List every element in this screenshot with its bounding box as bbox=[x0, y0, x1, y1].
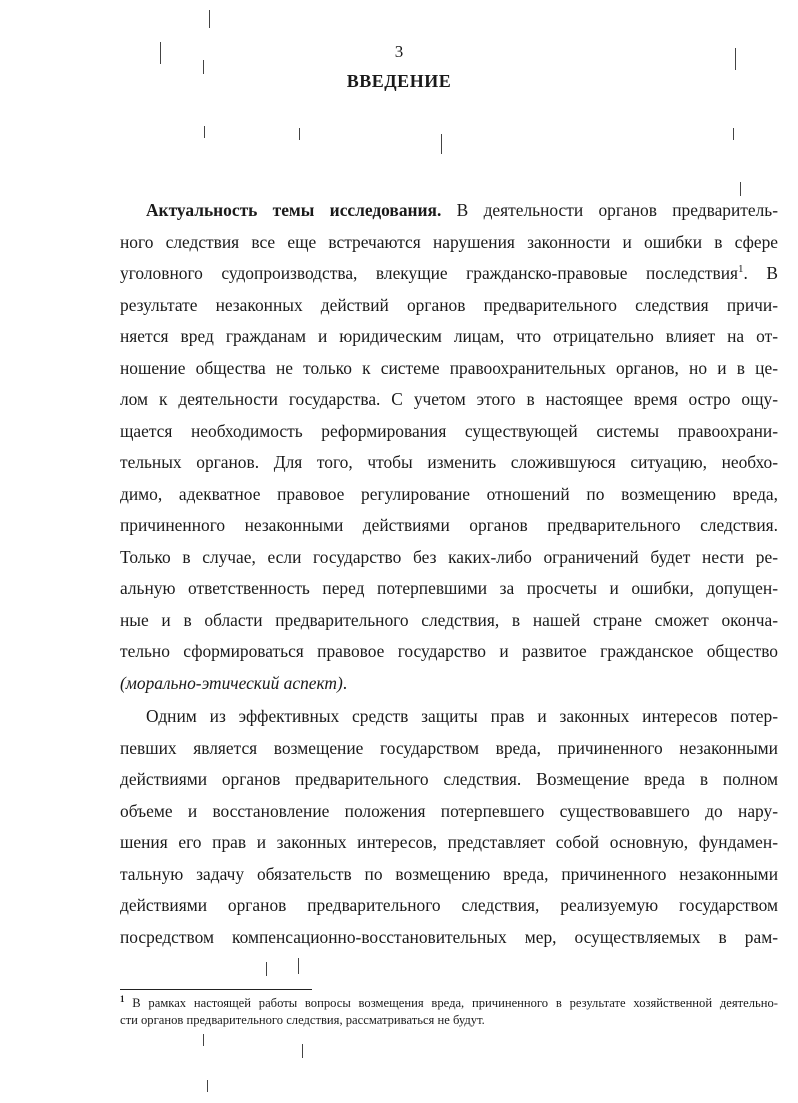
text-line: ные и в области предварительного следствия, в нашей стране сможет оконча- bbox=[120, 609, 778, 630]
text-fragment: уголовного судопроизводства, влекущие гражданско-правовые последствия bbox=[120, 263, 739, 283]
footnote-separator bbox=[120, 989, 312, 990]
scan-speck bbox=[203, 1034, 204, 1046]
text-line: щается необходимость реформирования существующей системы правоохрани- bbox=[120, 420, 778, 441]
text-line bbox=[120, 668, 778, 700]
text-line: димо, адекватное правовое регулирование отношений по возмещению вреда, bbox=[120, 483, 778, 504]
text-line: тальную задачу обязательств по возмещению вреда, причиненного незаконными bbox=[120, 863, 778, 884]
text-line: причиненного незаконными действиями органов предварительного следствия. bbox=[120, 515, 778, 535]
text-line: ного следствия все еще встречаются нарушения законности и ошибки в сфере bbox=[120, 231, 778, 252]
footnote-marker: 1 bbox=[120, 993, 125, 1004]
scan-speck bbox=[733, 128, 734, 140]
paragraph-compensation bbox=[120, 701, 778, 953]
text-line: объеме и восстановление положения потерпевшего существовавшего до нару- bbox=[120, 800, 778, 821]
text-line: тельно сформироваться правовое государство и развитое гражданское общество bbox=[120, 641, 778, 661]
italic-aside: (морально-этический аспект) bbox=[120, 672, 343, 693]
text-line: результате незаконных действий органов предварительного следствия причи- bbox=[120, 294, 778, 315]
text-line: шения его прав и законных интересов, представляет собой основную, фундамен- bbox=[120, 832, 778, 852]
text-line: тельных органов. Для того, чтобы изменить сложившуюся ситуацию, необхо- bbox=[120, 452, 778, 472]
scan-speck bbox=[735, 48, 736, 70]
paragraph-relevance bbox=[120, 195, 778, 699]
text-line: Одним из эффективных средств защиты прав и законных интересов потер- bbox=[146, 706, 778, 726]
footnote-line: сти органов предварительного следствия, рассматриваться не будут. bbox=[120, 1013, 485, 1027]
scan-speck bbox=[441, 134, 442, 154]
section-heading: ВВЕДЕНИЕ bbox=[346, 71, 452, 91]
main-text bbox=[120, 195, 778, 953]
text-fragment: В деятельности органов предваритель- bbox=[441, 200, 779, 220]
bold-lead: Актуальность темы исследования. bbox=[146, 200, 442, 220]
text-line: певших является возмещение государством вреда, причиненного незаконными bbox=[120, 737, 778, 758]
text-fragment: . В bbox=[743, 263, 778, 283]
text-line: альную ответственность перед потерпевшими за просчеты и ошибки, допущен- bbox=[120, 578, 778, 598]
footnote-reference: 1 bbox=[738, 263, 744, 276]
scan-speck bbox=[302, 1044, 303, 1058]
text-line bbox=[120, 195, 778, 227]
scan-speck bbox=[160, 42, 161, 64]
scan-speck bbox=[204, 126, 205, 138]
text-line: действиями органов предварительного следствия, реализуемую государством bbox=[120, 895, 778, 915]
scan-speck bbox=[740, 182, 741, 196]
scan-speck bbox=[299, 128, 300, 140]
scan-speck bbox=[209, 10, 210, 28]
text-fragment: В рамках настоящей работы вопросы возмещения вреда, причиненного в результате хозяйственной деятельно- bbox=[124, 996, 778, 1010]
footnote bbox=[120, 995, 778, 1029]
footnote-line bbox=[120, 995, 778, 1012]
text-line bbox=[120, 258, 778, 290]
text-line: ношение общества не только к системе правоохранительных органов, но и в це- bbox=[120, 357, 778, 378]
scan-speck bbox=[266, 962, 267, 976]
text-line: посредством компенсационно-восстановительных мер, осуществляемых в рам- bbox=[120, 926, 778, 947]
text-line: Только в случае, если государство без каких-либо ограничений будет нести ре- bbox=[120, 546, 778, 567]
text-line: лом к деятельности государства. С учетом этого в настоящее время остро ощу- bbox=[120, 389, 778, 409]
text-fragment: . bbox=[342, 672, 348, 693]
scan-speck bbox=[298, 958, 299, 974]
scan-speck bbox=[203, 60, 204, 74]
text-line: действиями органов предварительного следствия. Возмещение вреда в полном bbox=[120, 769, 778, 789]
page-number: 3 bbox=[394, 42, 404, 61]
text-line: няется вред гражданам и юридическим лицам, что отрицательно влияет на от- bbox=[120, 326, 778, 346]
scan-speck bbox=[207, 1080, 208, 1092]
